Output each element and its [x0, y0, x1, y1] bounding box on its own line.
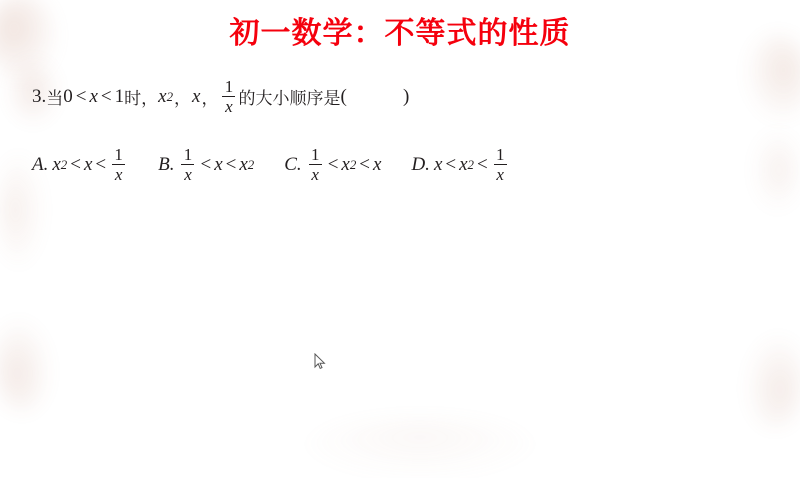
question-tail-text: 的大小顺序是	[238, 89, 341, 109]
term-x: x	[214, 153, 223, 175]
term-x-squared-base: x	[52, 153, 61, 175]
fraction-denominator: x	[311, 165, 319, 184]
less-than-sign: <	[70, 153, 81, 175]
option-b[interactable]	[158, 146, 254, 183]
fraction-denominator: x	[184, 165, 192, 184]
variable-x: x	[89, 85, 98, 107]
fraction-numerator: 1	[183, 145, 193, 164]
fraction-one-over-x	[112, 146, 125, 183]
option-d[interactable]	[411, 146, 509, 183]
question-comma: ，	[201, 89, 219, 109]
question-shi-text: 时，	[124, 89, 159, 109]
answer-blank-close-paren: )	[403, 85, 410, 107]
term-x-squared-exponent: 2	[349, 156, 357, 172]
option-c-label: C.	[284, 153, 302, 175]
fraction-denominator: x	[114, 165, 123, 184]
question-comma: ，	[174, 89, 192, 109]
term-x-squared-base: x	[459, 153, 468, 175]
less-than-sign: <	[75, 85, 87, 107]
less-than-sign: <	[327, 153, 339, 175]
fraction-one-over-x	[181, 146, 194, 183]
term-x: x	[433, 153, 443, 175]
term-x-squared-exponent: 2	[166, 88, 174, 104]
fraction-numerator: 1	[224, 77, 234, 96]
answer-blank-space	[347, 86, 403, 108]
term-x: x	[373, 153, 382, 175]
fraction-numerator: 1	[310, 145, 320, 164]
watercolor-smudge	[300, 418, 540, 478]
options-row	[32, 146, 510, 183]
term-x-squared-exponent: 2	[467, 156, 474, 172]
term-x-squared-base: x	[158, 85, 167, 107]
term-x-squared-base: x	[239, 153, 248, 175]
question-number: 3.	[32, 85, 47, 107]
term-x: x	[83, 153, 93, 175]
fraction-one-over-x	[494, 146, 507, 183]
less-than-sign: <	[476, 153, 488, 175]
question-zero: 0	[63, 85, 73, 107]
option-a-label: A.	[32, 153, 49, 175]
less-than-sign: <	[200, 153, 212, 175]
option-b-label: B.	[158, 153, 175, 175]
question-one: 1	[114, 85, 125, 107]
fraction-one-over-x	[309, 146, 322, 183]
watercolor-smudge	[0, 316, 52, 412]
mouse-pointer-icon	[314, 353, 326, 371]
less-than-sign: <	[359, 153, 371, 175]
fraction-denominator: x	[496, 165, 504, 184]
question-statement	[32, 78, 409, 115]
less-than-sign: <	[100, 85, 112, 107]
answer-blank-open-paren: (	[340, 85, 347, 107]
less-than-sign: <	[225, 153, 237, 175]
term-x-squared-exponent: 2	[247, 156, 255, 172]
fraction-numerator: 1	[495, 145, 505, 164]
question-lead-text: 当	[46, 89, 64, 109]
less-than-sign: <	[445, 153, 457, 175]
option-d-label: D.	[411, 153, 430, 175]
option-a[interactable]	[32, 146, 128, 183]
fraction-denominator: x	[225, 97, 233, 116]
fraction-numerator: 1	[114, 145, 123, 164]
watercolor-smudge	[752, 128, 798, 212]
term-x-squared-base: x	[341, 153, 350, 175]
term-x: x	[192, 85, 201, 107]
option-c[interactable]	[284, 146, 381, 183]
slide-title: 初一数学：不等式的性质	[229, 16, 571, 51]
less-than-sign: <	[95, 153, 107, 175]
term-x-squared-exponent: 2	[60, 156, 68, 172]
watercolor-smudge	[744, 332, 800, 428]
fraction-one-over-x	[222, 78, 235, 115]
